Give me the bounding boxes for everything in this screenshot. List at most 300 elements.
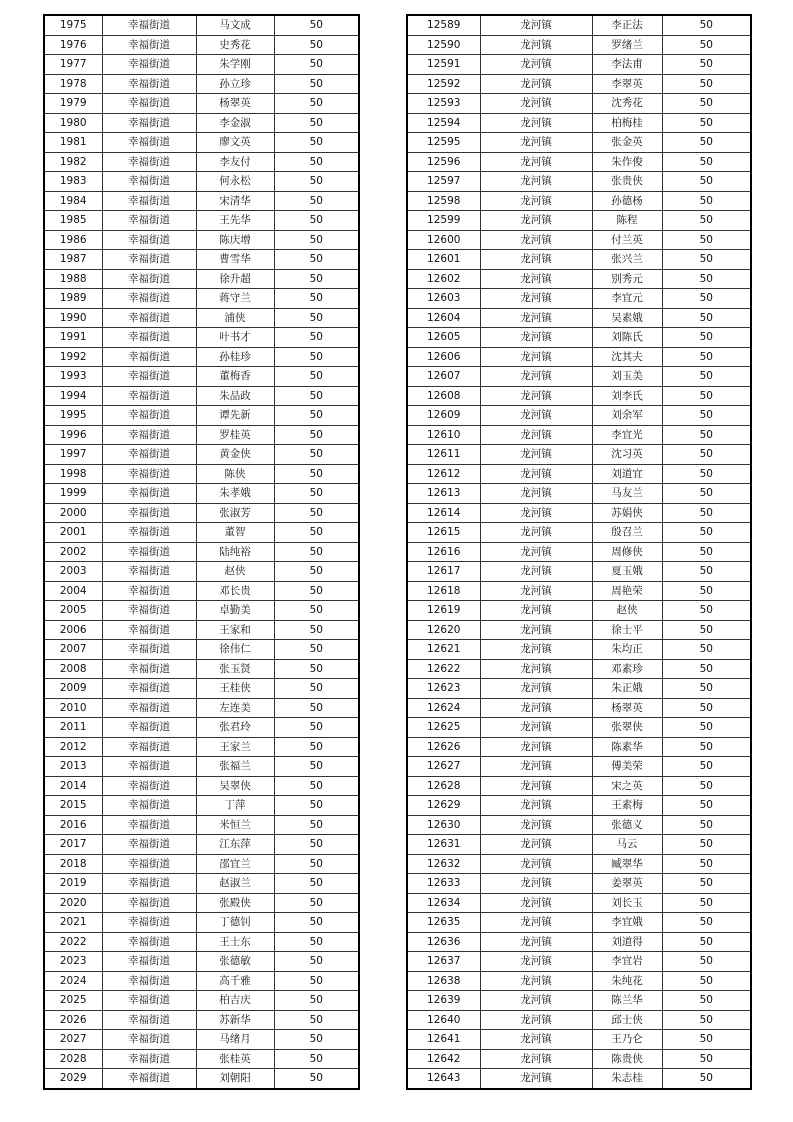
district-cell: 幸福街道	[102, 991, 196, 1011]
row-number-cell: 1993	[44, 367, 102, 387]
row-number-cell: 2017	[44, 835, 102, 855]
row-number-cell: 2003	[44, 562, 102, 582]
district-cell: 幸福街道	[102, 893, 196, 913]
left-table-body	[44, 15, 359, 1089]
amount-cell: 50	[662, 874, 751, 894]
row-number-cell: 1976	[44, 35, 102, 55]
amount-cell: 50	[274, 854, 359, 874]
amount-cell: 50	[274, 718, 359, 738]
amount-cell: 50	[274, 211, 359, 231]
person-name-cell: 张福兰	[196, 757, 274, 777]
row-number-cell: 2028	[44, 1049, 102, 1069]
person-name-cell: 赵淑兰	[196, 874, 274, 894]
row-number-cell: 12592	[407, 74, 480, 94]
table-row	[407, 776, 751, 796]
amount-cell: 50	[662, 269, 751, 289]
person-name-cell: 董梅香	[196, 367, 274, 387]
person-name-cell: 张殿侠	[196, 893, 274, 913]
district-cell: 幸福街道	[102, 815, 196, 835]
person-name-cell: 史秀花	[196, 35, 274, 55]
person-name-cell: 宋清华	[196, 191, 274, 211]
row-number-cell: 12632	[407, 854, 480, 874]
table-row	[407, 835, 751, 855]
district-cell: 幸福街道	[102, 347, 196, 367]
district-cell: 幸福街道	[102, 835, 196, 855]
person-name-cell: 张淑芳	[196, 503, 274, 523]
district-cell: 幸福街道	[102, 737, 196, 757]
table-row	[407, 913, 751, 933]
row-number-cell: 1999	[44, 484, 102, 504]
district-cell: 幸福街道	[102, 874, 196, 894]
amount-cell: 50	[274, 562, 359, 582]
person-name-cell: 苏娟侠	[592, 503, 662, 523]
table-row	[407, 35, 751, 55]
row-number-cell: 1994	[44, 386, 102, 406]
row-number-cell: 12619	[407, 601, 480, 621]
amount-cell: 50	[274, 1049, 359, 1069]
table-row	[44, 230, 359, 250]
amount-cell: 50	[662, 1030, 751, 1050]
person-name-cell: 王桂侠	[196, 679, 274, 699]
district-cell: 龙河镇	[480, 484, 592, 504]
amount-cell: 50	[662, 679, 751, 699]
district-cell: 龙河镇	[480, 289, 592, 309]
row-number-cell: 12620	[407, 620, 480, 640]
table-row	[407, 464, 751, 484]
amount-cell: 50	[662, 15, 751, 35]
table-row	[44, 952, 359, 972]
amount-cell: 50	[274, 581, 359, 601]
person-name-cell: 黄金侠	[196, 445, 274, 465]
table-row	[44, 347, 359, 367]
district-cell: 幸福街道	[102, 679, 196, 699]
amount-cell: 50	[274, 601, 359, 621]
amount-cell: 50	[274, 659, 359, 679]
table-row	[44, 815, 359, 835]
table-row	[407, 893, 751, 913]
amount-cell: 50	[274, 308, 359, 328]
amount-cell: 50	[662, 152, 751, 172]
district-cell: 幸福街道	[102, 464, 196, 484]
district-cell: 幸福街道	[102, 581, 196, 601]
person-name-cell: 柏吉庆	[196, 991, 274, 1011]
amount-cell: 50	[274, 698, 359, 718]
person-name-cell: 别秀元	[592, 269, 662, 289]
table-row	[44, 55, 359, 75]
row-number-cell: 1985	[44, 211, 102, 231]
row-number-cell: 12639	[407, 991, 480, 1011]
amount-cell: 50	[274, 679, 359, 699]
table-row	[407, 952, 751, 972]
person-name-cell: 朱作俊	[592, 152, 662, 172]
person-name-cell: 高千雅	[196, 971, 274, 991]
person-name-cell: 李金淑	[196, 113, 274, 133]
row-number-cell: 1995	[44, 406, 102, 426]
person-name-cell: 卓勤美	[196, 601, 274, 621]
row-number-cell: 1979	[44, 94, 102, 114]
table-row	[407, 445, 751, 465]
person-name-cell: 刘李氏	[592, 386, 662, 406]
person-name-cell: 廖文英	[196, 133, 274, 153]
table-row	[44, 718, 359, 738]
table-row	[407, 562, 751, 582]
table-row	[407, 620, 751, 640]
amount-cell: 50	[274, 35, 359, 55]
district-cell: 幸福街道	[102, 698, 196, 718]
person-name-cell: 邓素珍	[592, 659, 662, 679]
amount-cell: 50	[662, 601, 751, 621]
row-number-cell: 12613	[407, 484, 480, 504]
row-number-cell: 1984	[44, 191, 102, 211]
table-row	[44, 386, 359, 406]
table-row	[44, 796, 359, 816]
person-name-cell: 傅美荣	[592, 757, 662, 777]
district-cell: 幸福街道	[102, 172, 196, 192]
table-row	[44, 425, 359, 445]
amount-cell: 50	[274, 269, 359, 289]
table-row	[407, 503, 751, 523]
person-name-cell: 朱纯花	[592, 971, 662, 991]
row-number-cell: 12610	[407, 425, 480, 445]
amount-cell: 50	[662, 503, 751, 523]
table-row	[44, 776, 359, 796]
table-row	[407, 191, 751, 211]
amount-cell: 50	[274, 425, 359, 445]
amount-cell: 50	[662, 35, 751, 55]
amount-cell: 50	[274, 796, 359, 816]
table-row	[44, 620, 359, 640]
person-name-cell: 苏新华	[196, 1010, 274, 1030]
table-row	[44, 854, 359, 874]
table-row	[407, 1030, 751, 1050]
district-cell: 龙河镇	[480, 659, 592, 679]
person-name-cell: 孙立珍	[196, 74, 274, 94]
row-number-cell: 1978	[44, 74, 102, 94]
amount-cell: 50	[662, 445, 751, 465]
person-name-cell: 朱志桂	[592, 1069, 662, 1089]
row-number-cell: 2013	[44, 757, 102, 777]
row-number-cell: 12634	[407, 893, 480, 913]
district-cell: 幸福街道	[102, 562, 196, 582]
district-cell: 幸福街道	[102, 445, 196, 465]
amount-cell: 50	[662, 523, 751, 543]
row-number-cell: 12643	[407, 1069, 480, 1089]
row-number-cell: 2002	[44, 542, 102, 562]
table-row	[407, 796, 751, 816]
amount-cell: 50	[662, 250, 751, 270]
amount-cell: 50	[662, 698, 751, 718]
person-name-cell: 马文成	[196, 15, 274, 35]
district-cell: 幸福街道	[102, 718, 196, 738]
person-name-cell: 李翠英	[592, 74, 662, 94]
row-number-cell: 1975	[44, 15, 102, 35]
amount-cell: 50	[274, 542, 359, 562]
person-name-cell: 姜翠英	[592, 874, 662, 894]
person-name-cell: 罗绪兰	[592, 35, 662, 55]
amount-cell: 50	[662, 659, 751, 679]
row-number-cell: 1996	[44, 425, 102, 445]
amount-cell: 50	[274, 386, 359, 406]
table-row	[44, 406, 359, 426]
row-number-cell: 12611	[407, 445, 480, 465]
amount-cell: 50	[662, 133, 751, 153]
amount-cell: 50	[274, 289, 359, 309]
district-cell: 幸福街道	[102, 1049, 196, 1069]
district-cell: 幸福街道	[102, 503, 196, 523]
district-cell: 幸福街道	[102, 952, 196, 972]
person-name-cell: 张德义	[592, 815, 662, 835]
row-number-cell: 12622	[407, 659, 480, 679]
district-cell: 龙河镇	[480, 191, 592, 211]
row-number-cell: 1997	[44, 445, 102, 465]
person-name-cell: 付兰英	[592, 230, 662, 250]
row-number-cell: 12636	[407, 932, 480, 952]
district-cell: 龙河镇	[480, 328, 592, 348]
row-number-cell: 2012	[44, 737, 102, 757]
table-row	[44, 191, 359, 211]
district-cell: 幸福街道	[102, 542, 196, 562]
amount-cell: 50	[274, 406, 359, 426]
row-number-cell: 1980	[44, 113, 102, 133]
amount-cell: 50	[662, 757, 751, 777]
amount-cell: 50	[662, 854, 751, 874]
amount-cell: 50	[662, 1069, 751, 1089]
table-row	[407, 932, 751, 952]
row-number-cell: 2000	[44, 503, 102, 523]
person-name-cell: 张兴兰	[592, 250, 662, 270]
district-cell: 龙河镇	[480, 932, 592, 952]
person-name-cell: 张翠侠	[592, 718, 662, 738]
person-name-cell: 王先华	[196, 211, 274, 231]
district-cell: 龙河镇	[480, 776, 592, 796]
amount-cell: 50	[662, 718, 751, 738]
table-row	[407, 15, 751, 35]
row-number-cell: 2018	[44, 854, 102, 874]
person-name-cell: 邵宜兰	[196, 854, 274, 874]
person-name-cell: 董智	[196, 523, 274, 543]
table-row	[407, 386, 751, 406]
person-name-cell: 陈兰华	[592, 991, 662, 1011]
table-row	[44, 679, 359, 699]
amount-cell: 50	[274, 620, 359, 640]
amount-cell: 50	[662, 74, 751, 94]
district-cell: 幸福街道	[102, 1030, 196, 1050]
row-number-cell: 12605	[407, 328, 480, 348]
row-number-cell: 12599	[407, 211, 480, 231]
district-cell: 幸福街道	[102, 55, 196, 75]
row-number-cell: 2023	[44, 952, 102, 972]
row-number-cell: 12595	[407, 133, 480, 153]
district-cell: 龙河镇	[480, 347, 592, 367]
table-row	[44, 659, 359, 679]
table-row	[44, 698, 359, 718]
row-number-cell: 12640	[407, 1010, 480, 1030]
row-number-cell: 12596	[407, 152, 480, 172]
person-name-cell: 邱士侠	[592, 1010, 662, 1030]
table-row	[407, 74, 751, 94]
row-number-cell: 12627	[407, 757, 480, 777]
district-cell: 幸福街道	[102, 35, 196, 55]
person-name-cell: 马云	[592, 835, 662, 855]
row-number-cell: 12608	[407, 386, 480, 406]
table-row	[407, 815, 751, 835]
row-number-cell: 12623	[407, 679, 480, 699]
district-cell: 幸福街道	[102, 601, 196, 621]
district-cell: 幸福街道	[102, 211, 196, 231]
table-row	[44, 835, 359, 855]
district-cell: 幸福街道	[102, 932, 196, 952]
table-row	[44, 113, 359, 133]
person-name-cell: 刘玉美	[592, 367, 662, 387]
amount-cell: 50	[274, 250, 359, 270]
district-cell: 龙河镇	[480, 1030, 592, 1050]
table-row	[44, 971, 359, 991]
amount-cell: 50	[662, 581, 751, 601]
table-row	[44, 503, 359, 523]
amount-cell: 50	[662, 94, 751, 114]
amount-cell: 50	[274, 94, 359, 114]
person-name-cell: 宋之英	[592, 776, 662, 796]
district-cell: 幸福街道	[102, 425, 196, 445]
amount-cell: 50	[274, 484, 359, 504]
amount-cell: 50	[662, 893, 751, 913]
row-number-cell: 2016	[44, 815, 102, 835]
amount-cell: 50	[662, 952, 751, 972]
amount-cell: 50	[274, 347, 359, 367]
table-row	[407, 269, 751, 289]
amount-cell: 50	[274, 835, 359, 855]
table-row	[44, 1069, 359, 1089]
person-name-cell: 朱学刚	[196, 55, 274, 75]
table-row	[44, 269, 359, 289]
amount-cell: 50	[662, 620, 751, 640]
person-name-cell: 柏梅桂	[592, 113, 662, 133]
person-name-cell: 李宜元	[592, 289, 662, 309]
row-number-cell: 1988	[44, 269, 102, 289]
district-cell: 幸福街道	[102, 913, 196, 933]
table-row	[44, 133, 359, 153]
district-cell: 龙河镇	[480, 854, 592, 874]
amount-cell: 50	[662, 542, 751, 562]
row-number-cell: 2010	[44, 698, 102, 718]
row-number-cell: 12626	[407, 737, 480, 757]
amount-cell: 50	[662, 815, 751, 835]
table-row	[44, 250, 359, 270]
district-cell: 龙河镇	[480, 698, 592, 718]
district-cell: 幸福街道	[102, 796, 196, 816]
row-number-cell: 12590	[407, 35, 480, 55]
amount-cell: 50	[662, 308, 751, 328]
table-row	[407, 133, 751, 153]
person-name-cell: 刘朝阳	[196, 1069, 274, 1089]
table-row	[44, 15, 359, 35]
person-name-cell: 李宜娥	[592, 913, 662, 933]
row-number-cell: 2020	[44, 893, 102, 913]
amount-cell: 50	[274, 776, 359, 796]
table-row	[407, 601, 751, 621]
person-name-cell: 谭先新	[196, 406, 274, 426]
row-number-cell: 1982	[44, 152, 102, 172]
person-name-cell: 王家兰	[196, 737, 274, 757]
person-name-cell: 浦侠	[196, 308, 274, 328]
table-row	[407, 425, 751, 445]
district-cell: 龙河镇	[480, 971, 592, 991]
row-number-cell: 12625	[407, 718, 480, 738]
amount-cell: 50	[662, 113, 751, 133]
row-number-cell: 1987	[44, 250, 102, 270]
table-row	[407, 484, 751, 504]
person-name-cell: 刘余军	[592, 406, 662, 426]
row-number-cell: 12604	[407, 308, 480, 328]
amount-cell: 50	[274, 172, 359, 192]
row-number-cell: 12617	[407, 562, 480, 582]
district-cell: 幸福街道	[102, 659, 196, 679]
district-cell: 幸福街道	[102, 406, 196, 426]
district-cell: 龙河镇	[480, 796, 592, 816]
row-number-cell: 12616	[407, 542, 480, 562]
table-row	[407, 328, 751, 348]
amount-cell: 50	[274, 367, 359, 387]
person-name-cell: 杨翠英	[592, 698, 662, 718]
amount-cell: 50	[662, 172, 751, 192]
district-cell: 龙河镇	[480, 211, 592, 231]
table-row	[407, 542, 751, 562]
amount-cell: 50	[274, 55, 359, 75]
district-cell: 幸福街道	[102, 15, 196, 35]
amount-cell: 50	[662, 211, 751, 231]
amount-cell: 50	[662, 796, 751, 816]
person-name-cell: 沈秀花	[592, 94, 662, 114]
amount-cell: 50	[274, 74, 359, 94]
district-cell: 幸福街道	[102, 854, 196, 874]
table-row	[44, 328, 359, 348]
district-cell: 龙河镇	[480, 718, 592, 738]
row-number-cell: 2005	[44, 601, 102, 621]
person-name-cell: 周修侠	[592, 542, 662, 562]
table-row	[44, 172, 359, 192]
district-cell: 幸福街道	[102, 328, 196, 348]
district-cell: 幸福街道	[102, 94, 196, 114]
table-row	[407, 172, 751, 192]
amount-cell: 50	[662, 991, 751, 1011]
district-cell: 龙河镇	[480, 386, 592, 406]
district-cell: 龙河镇	[480, 737, 592, 757]
row-number-cell: 2007	[44, 640, 102, 660]
district-cell: 龙河镇	[480, 874, 592, 894]
person-name-cell: 殷召兰	[592, 523, 662, 543]
amount-cell: 50	[662, 776, 751, 796]
amount-cell: 50	[662, 913, 751, 933]
district-cell: 龙河镇	[480, 74, 592, 94]
table-row	[407, 854, 751, 874]
person-name-cell: 吴素娥	[592, 308, 662, 328]
district-cell: 幸福街道	[102, 289, 196, 309]
row-number-cell: 2011	[44, 718, 102, 738]
table-row	[407, 581, 751, 601]
district-cell: 龙河镇	[480, 601, 592, 621]
district-cell: 龙河镇	[480, 230, 592, 250]
amount-cell: 50	[274, 133, 359, 153]
person-name-cell: 张君玲	[196, 718, 274, 738]
row-number-cell: 1977	[44, 55, 102, 75]
row-number-cell: 12633	[407, 874, 480, 894]
row-number-cell: 2015	[44, 796, 102, 816]
amount-cell: 50	[274, 464, 359, 484]
row-number-cell: 12606	[407, 347, 480, 367]
amount-cell: 50	[662, 464, 751, 484]
district-cell: 龙河镇	[480, 464, 592, 484]
row-number-cell: 12638	[407, 971, 480, 991]
